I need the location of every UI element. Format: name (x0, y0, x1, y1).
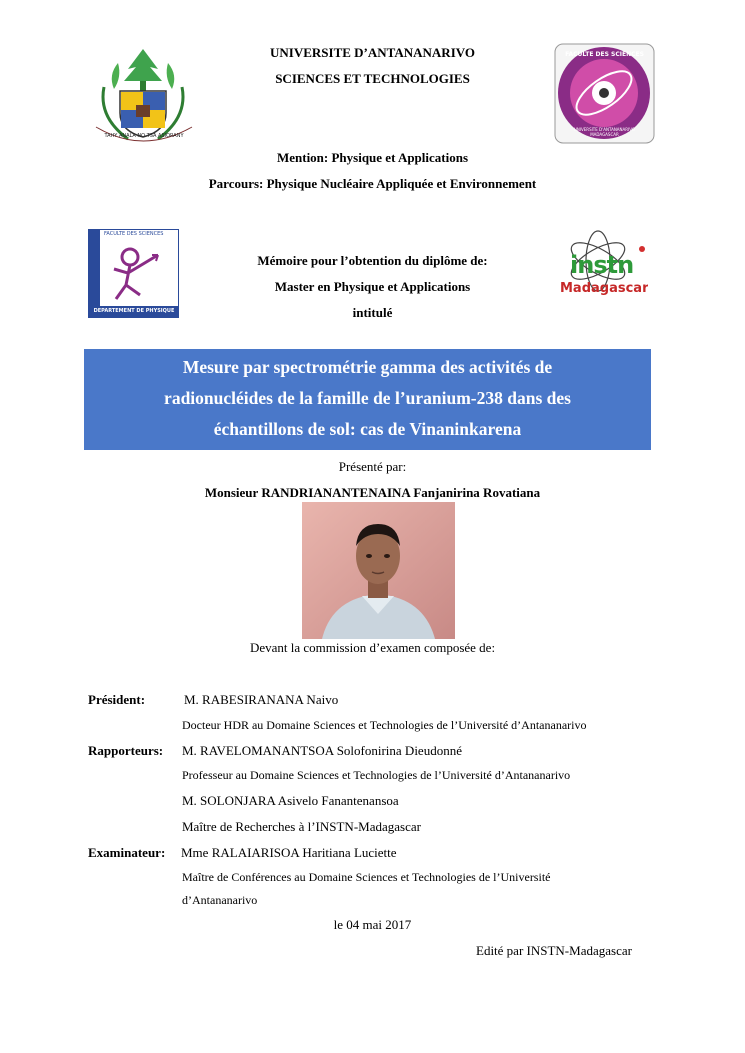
commission-intro: Devant la commission d’examen composée de: (249, 640, 496, 655)
rapporteur-2-title: Maître de Recherches à l’INSTN-Madagascar (182, 819, 421, 834)
thesis-title-line-1: Mesure par spectrométrie gamma des activités de (182, 357, 553, 377)
examinateur-title-1: Maître de Conférences au Domaine Sciences et Technologies de l’Université (182, 870, 551, 884)
memoire-line-2: Master en Physique et Applications (274, 279, 471, 294)
examinateur-name: Mme RALAIARISOA Haritiana Luciette (181, 845, 397, 860)
thesis-title-line-3: échantillons de sol: cas de Vinaninkarena (213, 419, 522, 439)
rapporteur-1-title: Professeur au Domaine Sciences et Technologies de l’Université d’Antananarivo (182, 768, 571, 782)
edited-by: Edité par INSTN-Madagascar (476, 943, 632, 958)
faculty-seal-top-text: FACULTE DES SCIENCES (565, 51, 644, 58)
president-name: M. RABESIRANANA Naivo (184, 692, 339, 707)
presented-by-label: Présenté par: (338, 459, 407, 474)
defense-date: le 04 mai 2017 (333, 917, 412, 932)
author-photo (302, 502, 455, 639)
university-logo (88, 47, 200, 150)
president-title: Docteur HDR au Domaine Sciences et Technologies de l’Université d’Antananarivo (182, 718, 587, 732)
department-logo-top-text: FACULTE DES SCIENCES (104, 231, 164, 237)
rapporteur-2-name: M. SOLONJARA Asivelo Fanantenansoa (182, 793, 399, 808)
faculty-name: SCIENCES ET TECHNOLOGIES (275, 71, 470, 86)
university-name: UNIVERSITE D’ANTANANARIVO (270, 45, 475, 60)
examinateur-title-2: d’Antananarivo (182, 893, 258, 907)
instn-name: instn (570, 251, 634, 279)
instn-country: Madagascar (560, 281, 648, 296)
faculty-seal-bottom-text: UNIVERSITE D'ANTANANARIVO MADAGASCAR (573, 127, 636, 137)
examinateur-label: Examinateur: (88, 845, 166, 860)
parcours: Parcours: Physique Nucléaire Appliquée et Environnement (208, 176, 537, 191)
mention: Mention: Physique et Applications (276, 150, 469, 165)
university-motto: TAHY ANALA NO TSA ASIORANY (104, 133, 184, 139)
thesis-title-banner (84, 349, 651, 450)
memoire-line-1: Mémoire pour l’obtention du diplôme de: (257, 253, 488, 268)
president-label: Président: (88, 692, 146, 707)
memoire-line-3: intitulé (352, 305, 393, 320)
department-logo-bottom-text: DEPARTEMENT DE PHYSIQUE (93, 308, 175, 314)
faculty-seal (554, 43, 655, 144)
rapporteurs-label: Rapporteurs: (88, 743, 164, 758)
author-name: Monsieur RANDRIANANTENAINA Fanjanirina Rovatiana (204, 485, 541, 500)
thesis-title-line-2: radionucléides de la famille de l’uranium-238 dans des (164, 388, 571, 408)
rapporteur-1-name: M. RAVELOMANANTSOA Solofonirina Dieudonné (182, 743, 462, 758)
instn-logo (556, 221, 648, 307)
